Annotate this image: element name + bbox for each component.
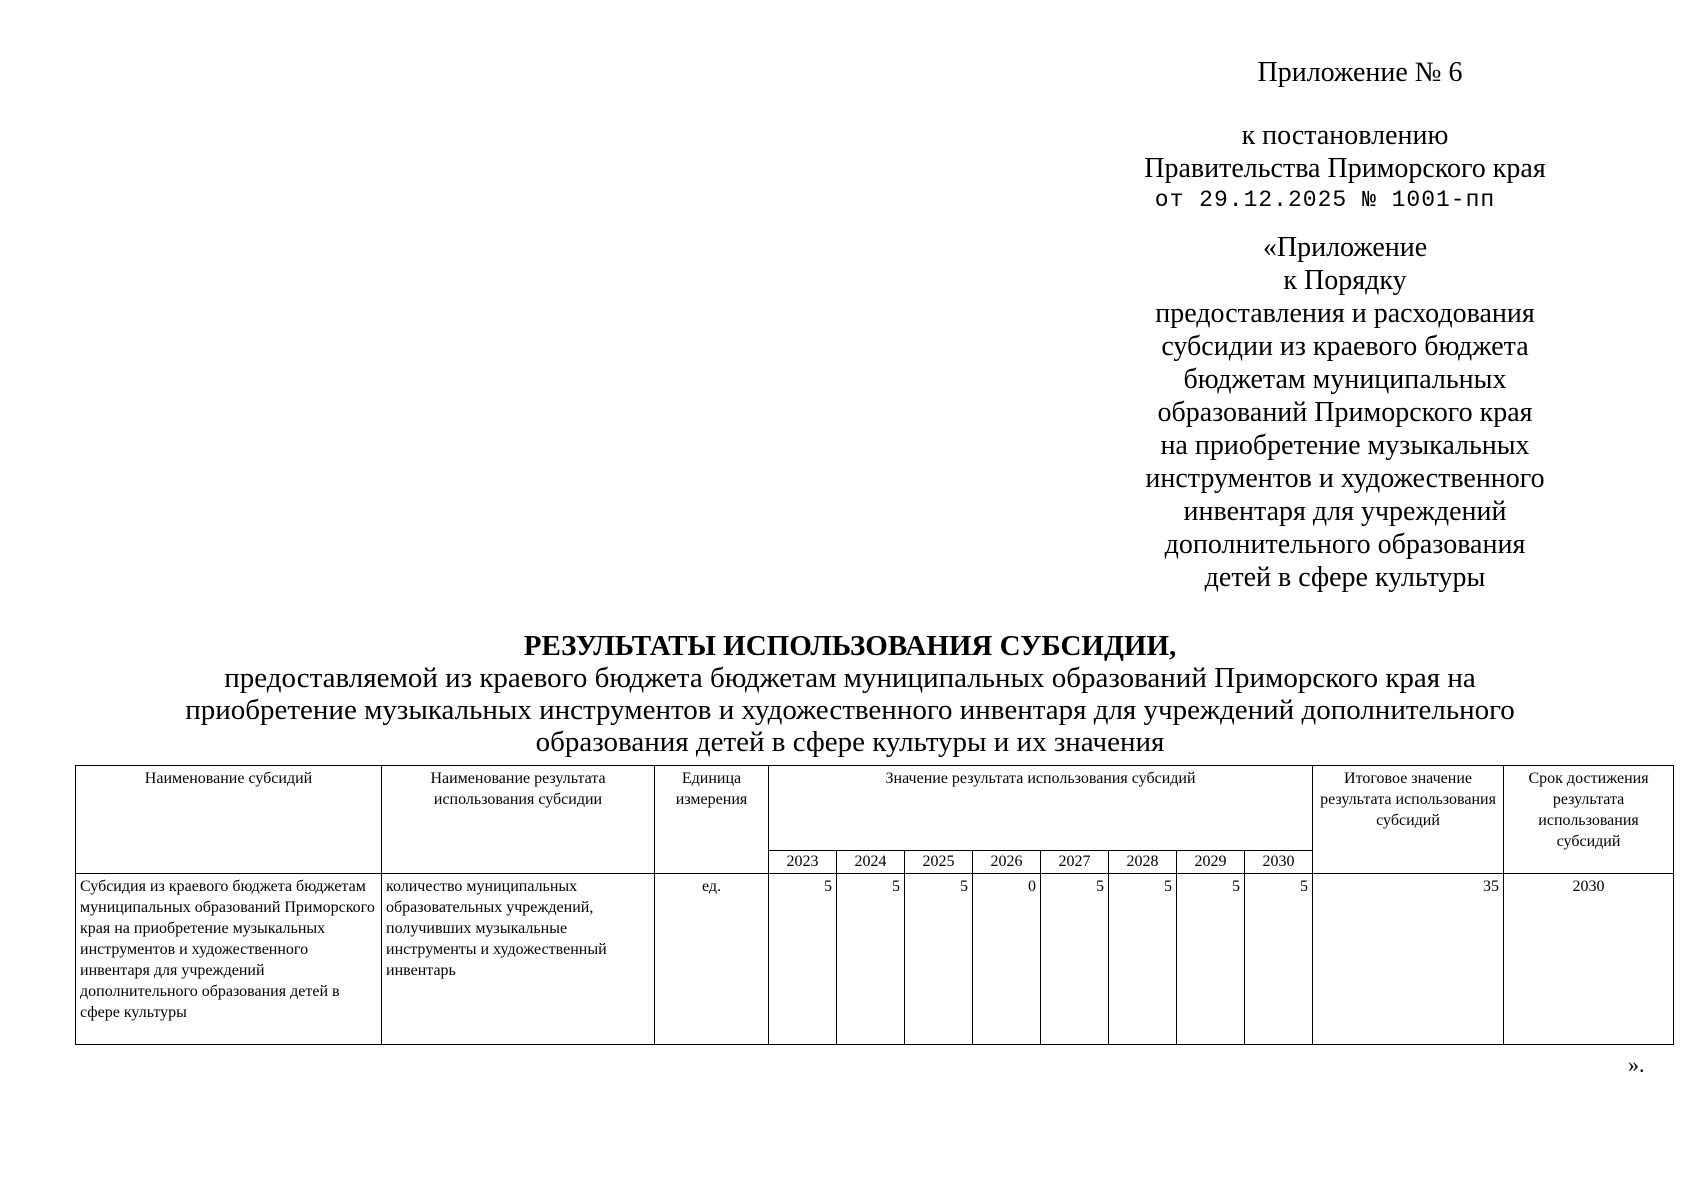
header-year: 2028 bbox=[1109, 851, 1177, 874]
order-line: предоставления и расходования bbox=[1155, 298, 1535, 329]
document-heading bbox=[60, 630, 1640, 758]
cell-result-name: количество муниципальных образовательных учреждений, получивших музыкальные инструменты и художественный инвентарь bbox=[382, 874, 655, 1045]
order-line: детей в сфере культуры bbox=[1204, 562, 1486, 593]
decree-number: от 29.12.2025 № 1001-пп bbox=[1154, 187, 1496, 213]
appendix-header bbox=[1065, 56, 1625, 594]
cell-value: 5 bbox=[769, 874, 837, 1045]
header-deadline: Срок достижения результата использования субсидий bbox=[1504, 766, 1674, 874]
cell-value: 5 bbox=[1041, 874, 1109, 1045]
cell-value: 0 bbox=[973, 874, 1041, 1045]
header-result-name: Наименование результата использования субсидии bbox=[382, 766, 655, 874]
cell-value: 5 bbox=[905, 874, 973, 1045]
decree-reference bbox=[1065, 119, 1625, 215]
header-year: 2024 bbox=[837, 851, 905, 874]
header-year: 2023 bbox=[769, 851, 837, 874]
document-subtitle: предоставляемой из краевого бюджета бюджетам муниципальных образований Приморского края на приобретение музыкальных инструментов и художественного инвентаря для учреждений дополнительного образования детей в сфере культуры и их значения bbox=[185, 662, 1515, 758]
order-line: образований Приморского края bbox=[1157, 397, 1533, 428]
header-year: 2030 bbox=[1245, 851, 1313, 874]
order-line: бюджетам муниципальных bbox=[1183, 364, 1507, 395]
header-year: 2026 bbox=[973, 851, 1041, 874]
decree-line: Правительства Приморского края bbox=[1144, 153, 1546, 184]
order-reference bbox=[1065, 231, 1625, 594]
closing-quote-mark: ». bbox=[1628, 1052, 1645, 1077]
results-table bbox=[75, 765, 1674, 1045]
header-year: 2025 bbox=[905, 851, 973, 874]
table-row bbox=[76, 874, 1674, 1045]
order-line: «Приложение bbox=[1262, 232, 1428, 263]
cell-value: 5 bbox=[1177, 874, 1245, 1045]
decree-line: к постановлению bbox=[1241, 120, 1449, 151]
order-line: инвентаря для учреждений bbox=[1183, 496, 1507, 527]
cell-total: 35 bbox=[1313, 874, 1504, 1045]
cell-value: 5 bbox=[837, 874, 905, 1045]
header-values: Значение результата использования субсидий bbox=[769, 766, 1313, 851]
cell-value: 5 bbox=[1109, 874, 1177, 1045]
order-line: на приобретение музыкальных bbox=[1160, 430, 1530, 461]
header-subsidy-name: Наименование субсидий bbox=[76, 766, 382, 874]
header-year: 2029 bbox=[1177, 851, 1245, 874]
cell-unit: ед. bbox=[655, 874, 769, 1045]
table-header-row bbox=[76, 766, 1674, 851]
cell-value: 5 bbox=[1245, 874, 1313, 1045]
document-title: РЕЗУЛЬТАТЫ ИСПОЛЬЗОВАНИЯ СУБСИДИИ, bbox=[523, 630, 1177, 662]
order-line: субсидии из краевого бюджета bbox=[1161, 331, 1529, 362]
order-line: дополнительного образования bbox=[1164, 529, 1526, 560]
header-year: 2027 bbox=[1041, 851, 1109, 874]
order-line: инструментов и художественного bbox=[1145, 463, 1545, 494]
appendix-title: Приложение № 6 bbox=[1257, 57, 1463, 88]
header-unit: Единица измерения bbox=[655, 766, 769, 874]
order-line: к Порядку bbox=[1283, 265, 1407, 296]
cell-deadline: 2030 bbox=[1504, 874, 1674, 1045]
cell-subsidy-name: Субсидия из краевого бюджета бюджетам муниципальных образований Приморского края на приобретение музыкальных инструментов и художественного инвентаря для учреждений дополнительного образования детей в сфере культуры bbox=[76, 874, 382, 1045]
header-total: Итоговое значение результата использования субсидий bbox=[1313, 766, 1504, 874]
